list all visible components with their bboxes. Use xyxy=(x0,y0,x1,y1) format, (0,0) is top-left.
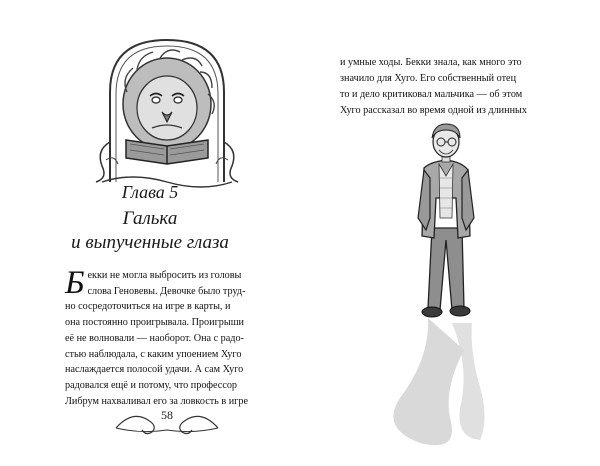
text-line: то и дело критиковал мальчика — об этом xyxy=(340,89,523,100)
page-footer xyxy=(112,400,222,440)
text-line: слова Геновевы. Девочке было труд- xyxy=(87,285,246,297)
text-line: екки не могла выбросить из головы xyxy=(87,270,242,281)
text-line: её не волновали — наоборот. Она с радо- xyxy=(65,332,244,344)
right-page xyxy=(300,0,600,466)
chapter-body-text xyxy=(65,265,267,409)
text-line: наслаждается полосой удачи. А сам Хуго xyxy=(65,364,244,376)
text-line: и умные ходы. Бекки знала, как много это xyxy=(340,57,522,68)
chapter-title-line-2: и выпученные глаза xyxy=(71,232,229,253)
lion-emblem-illustration xyxy=(92,32,242,190)
chapter-title-line-1: Галька xyxy=(122,208,178,229)
text-line: Либрум нахваливал его за ловкость в игре xyxy=(65,395,248,407)
chapter-number: Глава 5 xyxy=(121,182,179,202)
text-line: значило для Хуго. Его собственный отец xyxy=(340,73,517,84)
page-number: 58 xyxy=(161,408,173,422)
text-line: стью наблюдала, с каким упоением Хуго xyxy=(65,348,242,360)
drop-cap: Б xyxy=(65,265,85,301)
text-line: она постоянно проигрывала. Проигрыши xyxy=(65,317,244,329)
text-line: Хуго рассказал во время одной из длинных xyxy=(340,105,527,116)
text-line: радовался ещё и потому, что профессор xyxy=(65,379,238,391)
professor-illustration xyxy=(360,118,560,458)
continued-body-text xyxy=(340,55,540,119)
text-line: но сосредоточиться на игре в карты, и xyxy=(65,301,231,313)
chapter-title xyxy=(0,207,300,255)
